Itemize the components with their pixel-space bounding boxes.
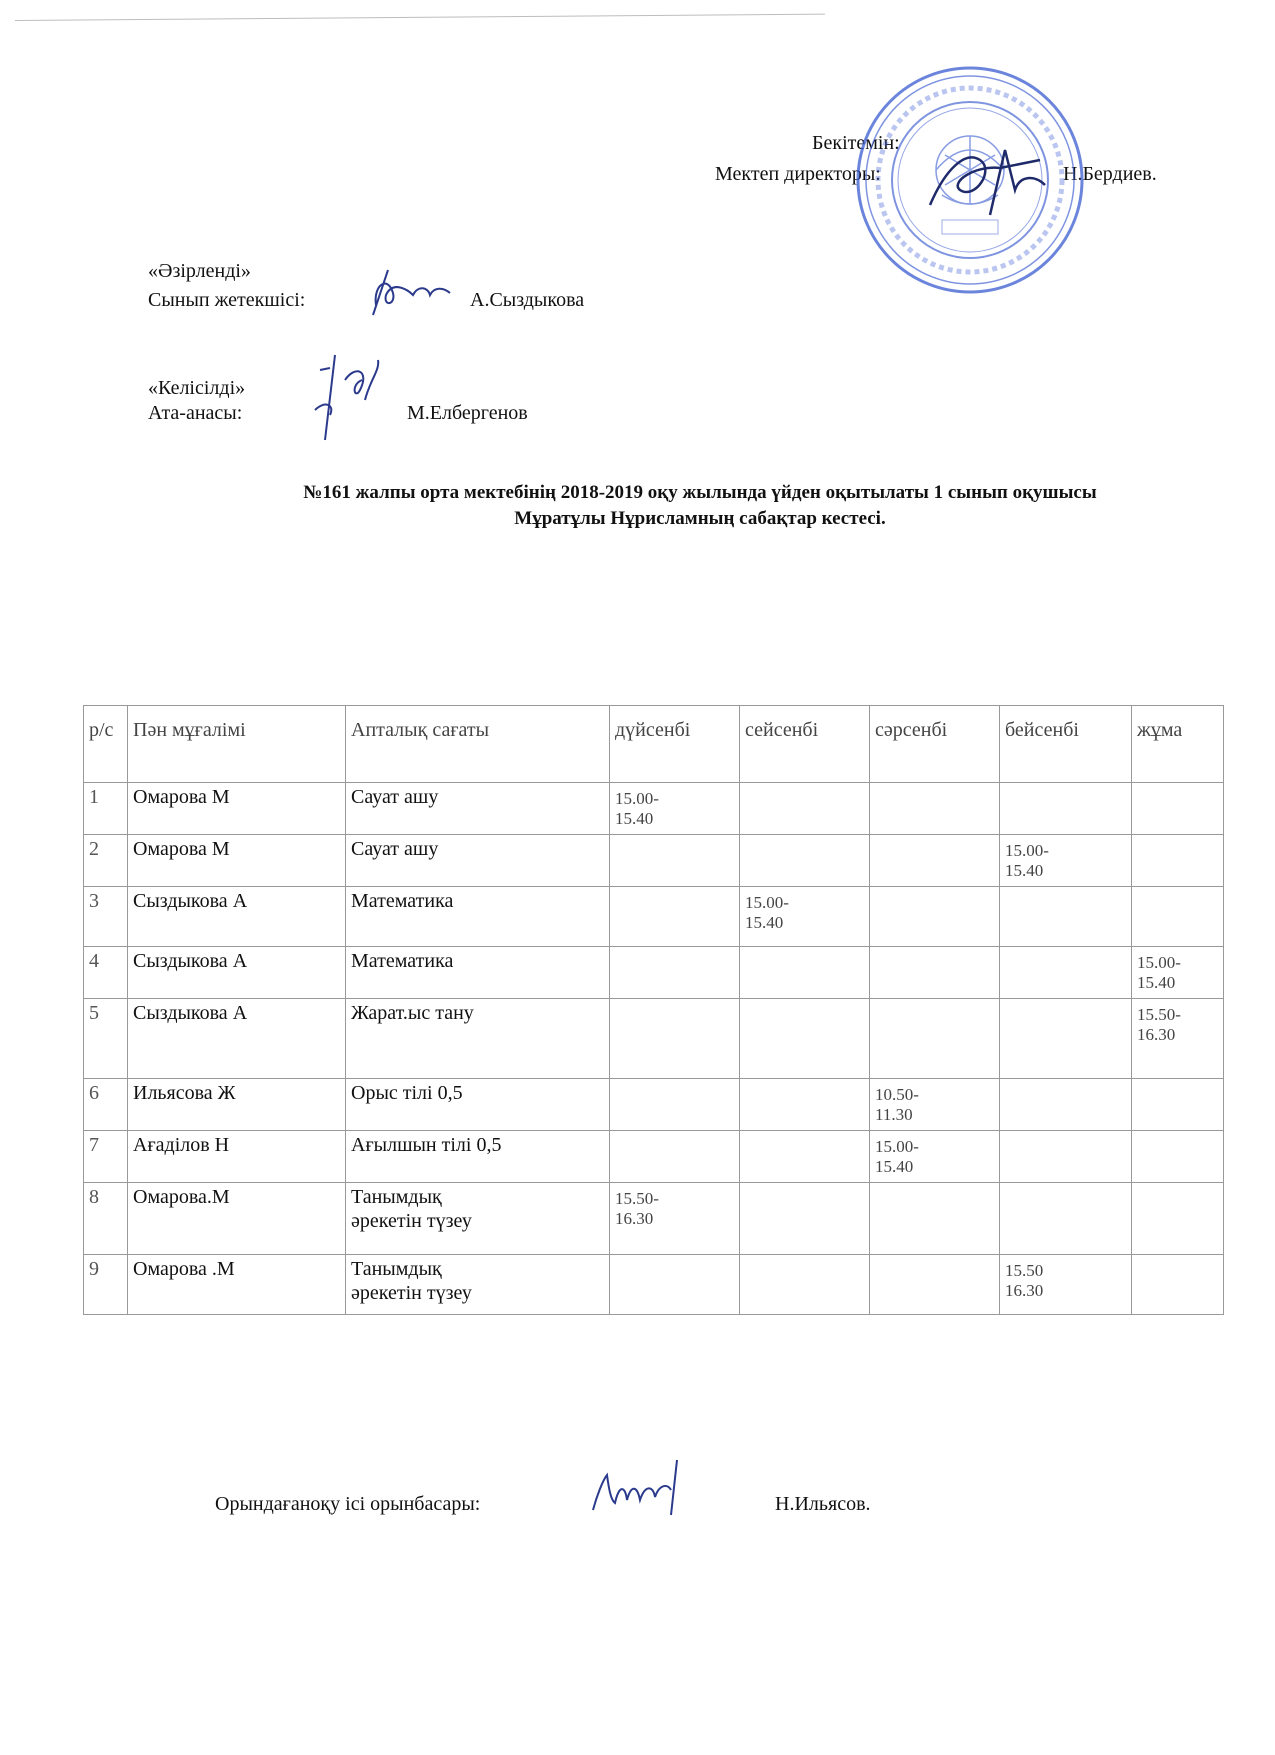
subject-name: Жарат.ыс тану	[346, 999, 610, 1079]
teacher-name: Ағаділов Н	[128, 1131, 346, 1183]
thursday-time: 15.50 16.30	[1000, 1255, 1132, 1315]
director-signature	[920, 130, 1060, 230]
thursday-time	[1000, 999, 1132, 1079]
row-number: 1	[84, 783, 128, 835]
table-row	[84, 1131, 1224, 1183]
wednesday-time	[870, 835, 1000, 887]
agreed-title: «Келісілді»	[148, 377, 246, 399]
scan-edge-line	[15, 14, 825, 21]
table-row	[84, 887, 1224, 947]
row-number: 3	[84, 887, 128, 947]
agreed-role: Ата-анасы:	[148, 402, 243, 424]
table-row	[84, 835, 1224, 887]
director-name: Н.Бердиев.	[1063, 163, 1157, 185]
class-teacher-signature	[368, 265, 458, 325]
tuesday-time	[740, 1255, 870, 1315]
tuesday-time	[740, 1131, 870, 1183]
header-teacher: Пән мұғалімі	[128, 706, 346, 783]
friday-time	[1132, 1079, 1224, 1131]
tuesday-time	[740, 1183, 870, 1255]
row-number: 2	[84, 835, 128, 887]
teacher-name: Омарова М	[128, 835, 346, 887]
header-monday: дүйсенбі	[610, 706, 740, 783]
subject-name: Сауат ашу	[346, 835, 610, 887]
table-row	[84, 1255, 1224, 1315]
monday-time	[610, 1079, 740, 1131]
row-number: 7	[84, 1131, 128, 1183]
header-friday: жұма	[1132, 706, 1224, 783]
deputy-signature	[585, 1455, 695, 1525]
wednesday-time	[870, 999, 1000, 1079]
header-number: р/с	[84, 706, 128, 783]
tuesday-time	[740, 999, 870, 1079]
row-number: 5	[84, 999, 128, 1079]
prepared-name: А.Сыздыкова	[470, 289, 585, 311]
director-role: Мектеп директоры:	[715, 163, 881, 185]
tuesday-time	[740, 1079, 870, 1131]
friday-time	[1132, 783, 1224, 835]
friday-time: 15.00- 15.40	[1132, 947, 1224, 999]
agreed-name: М.Елбергенов	[407, 402, 528, 424]
table-row	[84, 783, 1224, 835]
row-number: 6	[84, 1079, 128, 1131]
wednesday-time	[870, 1255, 1000, 1315]
monday-time	[610, 999, 740, 1079]
teacher-name: Сыздыкова А	[128, 887, 346, 947]
header-weekly-hours: Апталық сағаты	[346, 706, 610, 783]
thursday-time	[1000, 783, 1132, 835]
wednesday-time	[870, 783, 1000, 835]
table-row	[84, 947, 1224, 999]
subject-name: Орыс тілі 0,5	[346, 1079, 610, 1131]
table-row	[84, 1183, 1224, 1255]
wednesday-time	[870, 1183, 1000, 1255]
parent-signature	[300, 340, 390, 450]
monday-time: 15.00- 15.40	[610, 783, 740, 835]
subject-name: Математика	[346, 887, 610, 947]
row-number: 8	[84, 1183, 128, 1255]
table-row	[84, 999, 1224, 1079]
subject-name: Математика	[346, 947, 610, 999]
friday-time	[1132, 835, 1224, 887]
subject-name: Сауат ашу	[346, 783, 610, 835]
teacher-name: Омарова.М	[128, 1183, 346, 1255]
subject-name: Танымдық әрекетін түзеу	[346, 1255, 610, 1315]
teacher-name: Ильясова Ж	[128, 1079, 346, 1131]
tuesday-time	[740, 835, 870, 887]
friday-time	[1132, 887, 1224, 947]
monday-time	[610, 1255, 740, 1315]
thursday-time	[1000, 1131, 1132, 1183]
table-row	[84, 1079, 1224, 1131]
schedule-table	[83, 705, 1224, 1315]
document-title	[100, 480, 1275, 532]
document-title-line2: Мұратұлы Нұрисламның сабақтар кестесі.	[514, 508, 886, 529]
monday-time	[610, 887, 740, 947]
prepared-role: Сынып жетекшісі:	[148, 289, 306, 311]
footer-name: Н.Ильясов.	[775, 1493, 871, 1515]
thursday-time: 15.00- 15.40	[1000, 835, 1132, 887]
prepared-title: «Әзірленді»	[148, 260, 251, 282]
wednesday-time: 15.00- 15.40	[870, 1131, 1000, 1183]
header-wednesday: сәрсенбі	[870, 706, 1000, 783]
header-thursday: бейсенбі	[1000, 706, 1132, 783]
monday-time: 15.50- 16.30	[610, 1183, 740, 1255]
friday-time: 15.50- 16.30	[1132, 999, 1224, 1079]
subject-name: Танымдық әрекетін түзеу	[346, 1183, 610, 1255]
friday-time	[1132, 1183, 1224, 1255]
friday-time	[1132, 1255, 1224, 1315]
wednesday-time	[870, 947, 1000, 999]
document-title-line1: №161 жалпы орта мектебінің 2018-2019 оқу жылында үйден оқытылаты 1 сынып оқушысы	[303, 482, 1097, 503]
tuesday-time	[740, 947, 870, 999]
approval-label: Бекітемін:	[812, 132, 900, 154]
subject-name: Ағылшын тілі 0,5	[346, 1131, 610, 1183]
header-tuesday: сейсенбі	[740, 706, 870, 783]
table-header-row	[84, 706, 1224, 783]
friday-time	[1132, 1131, 1224, 1183]
thursday-time	[1000, 947, 1132, 999]
teacher-name: Сыздыкова А	[128, 999, 346, 1079]
thursday-time	[1000, 1183, 1132, 1255]
wednesday-time	[870, 887, 1000, 947]
thursday-time	[1000, 887, 1132, 947]
row-number: 9	[84, 1255, 128, 1315]
wednesday-time: 10.50- 11.30	[870, 1079, 1000, 1131]
teacher-name: Омарова М	[128, 783, 346, 835]
monday-time	[610, 947, 740, 999]
footer-role: Орындағаноқу ісі орынбасары:	[215, 1493, 481, 1515]
tuesday-time	[740, 783, 870, 835]
monday-time	[610, 835, 740, 887]
thursday-time	[1000, 1079, 1132, 1131]
row-number: 4	[84, 947, 128, 999]
tuesday-time: 15.00- 15.40	[740, 887, 870, 947]
monday-time	[610, 1131, 740, 1183]
teacher-name: Сыздыкова А	[128, 947, 346, 999]
teacher-name: Омарова .М	[128, 1255, 346, 1315]
